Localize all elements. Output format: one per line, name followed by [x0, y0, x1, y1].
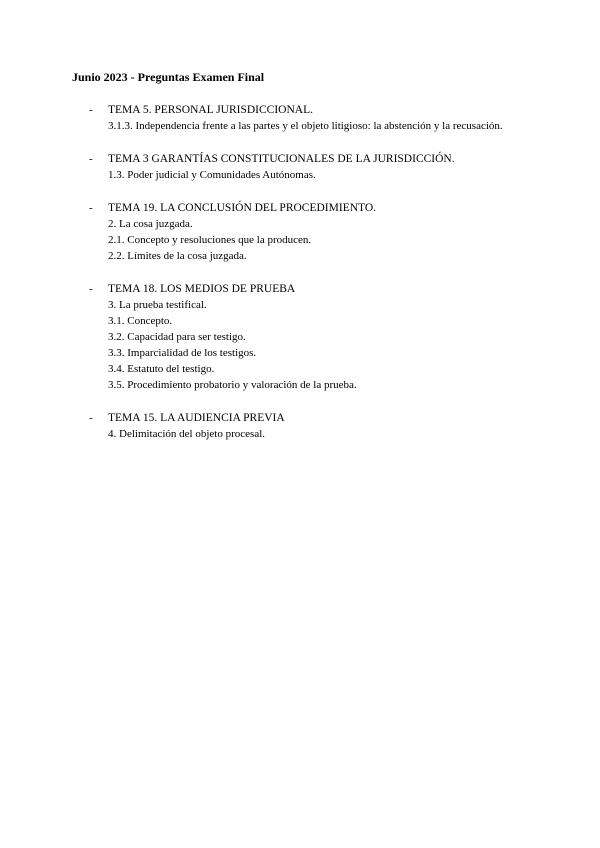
section-heading: TEMA 5. PERSONAL JURISDICCIONAL.	[108, 104, 313, 116]
section-items	[108, 216, 540, 264]
section-tema-18	[72, 281, 540, 393]
section-heading: TEMA 15. LA AUDIENCIA PREVIA	[108, 412, 285, 424]
section-heading: TEMA 18. LOS MEDIOS DE PRUEBA	[108, 283, 296, 295]
bullet-dash: -	[89, 202, 93, 214]
section-items	[108, 118, 540, 134]
section-item: 2.2. Límites de la cosa juzgada.	[108, 250, 247, 262]
section-item: 3. La prueba testifical.	[108, 299, 207, 311]
section-item: 4. Delimitación del objeto procesal.	[108, 428, 266, 440]
bullet-dash: -	[89, 412, 93, 424]
section-items	[108, 167, 540, 183]
section-items	[108, 426, 540, 442]
section-item: 2. La cosa juzgada.	[108, 218, 193, 230]
section-item: 3.2. Capacidad para ser testigo.	[108, 331, 246, 343]
section-item: 1.3. Poder judicial y Comunidades Autónomas.	[108, 169, 316, 181]
bullet-dash: -	[89, 104, 93, 116]
section-item: 3.5. Procedimiento probatorio y valoración de la prueba.	[108, 379, 357, 391]
section-item: 2.1. Concepto y resoluciones que la producen.	[108, 234, 312, 246]
section-item: 3.4. Estatuto del testigo.	[108, 363, 215, 375]
section-tema-5	[72, 102, 540, 134]
section-item: 3.1.3. Independencia frente a las partes y el objeto litigioso: la abstención y la recusación.	[108, 120, 503, 132]
section-heading: TEMA 19. LA CONCLUSIÓN DEL PROCEDIMIENTO.	[108, 202, 377, 214]
section-item: 3.3. Imparcialidad de los testigos.	[108, 347, 257, 359]
bullet-dash: -	[89, 153, 93, 165]
section-heading: TEMA 3 GARANTÍAS CONSTITUCIONALES DE LA JURISDICCIÓN.	[108, 153, 455, 165]
section-items	[108, 297, 540, 393]
section-tema-19	[72, 200, 540, 264]
document-title: Junio 2023 - Preguntas Examen Final	[72, 70, 265, 84]
section-item: 3.1. Concepto.	[108, 315, 173, 327]
bullet-dash: -	[89, 283, 93, 295]
section-tema-15	[72, 410, 540, 442]
section-tema-3	[72, 151, 540, 183]
